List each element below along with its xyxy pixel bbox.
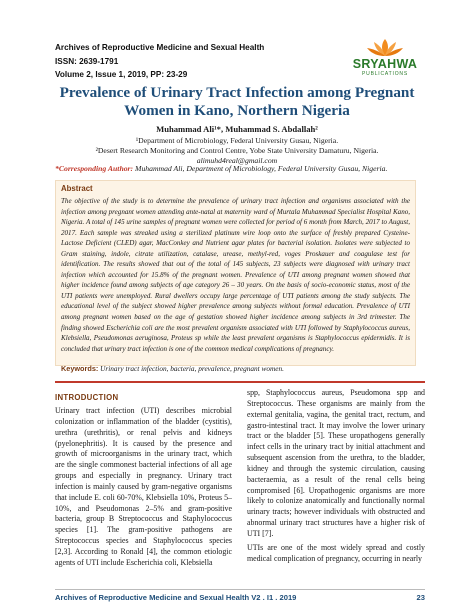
journal-name: Archives of Reproductive Medicine and Sexual Health xyxy=(55,43,265,52)
keywords-text: Urinary tract infection, bacteria, prevalence, pregnant women. xyxy=(98,364,285,373)
author-email[interactable]: alimuhd4real@gmail.com xyxy=(196,156,278,165)
introduction-heading: INTRODUCTION xyxy=(55,393,119,402)
intro-paragraph-1: Urinary tract infection (UTI) describes microbial colonization or inflammation of the bladder (cystitis), urethra (urethritis), or renal pelvis and kidneys (pyelonephritis). It is caused by the presence and growth of microorganisms in the urinary tract, which are the single commonest bacterial infections of all age groups and especially in pregnancy. Urinary tract infection is mainly caused by gram-negative organisms that include E. coli 60-70%, Klebsiella 10%, Proteus 5–10%, and Pseudomonas 2–5% and gram-positive bacteria, group B Streptococcus and Staphylococcus species [1]. The gram-positive pathogens are Streptococcus species and Staphylococcus species [2,3]. According to Ronald [4], the common etiologic agents of UTI include Escherichia coli, Klebsiella xyxy=(55,406,232,567)
issn: ISSN: 2639-1791 xyxy=(55,56,119,66)
publisher-logo xyxy=(346,38,424,82)
abstract-text: The objective of the study is to determine the prevalence of urinary tract infection and organisms associated with the infection among pregnant women attending ante-natal at maternity ward of Murtala Muhammad Specialist Hospital Kano, Nigeria. A total of 145 urine samples of pregnant women were collected for period of 6 month from March, 2017 to August, 2017. Each sample was streaked using a sterilized platinum wire loop onto the surface of freshly prepared Cysteine-Lactose Deficient (CLED) agar, MacConkey and Nutrient agar plates for bacterial isolation. Isolates were subjected to Gram staining, indole, citrate utilization, catalase, urease, methyl-red, voges Proskauer and coagulase test for identification. The results showed that out of the total of 145 subjects, 23 subjects were diagnosed with urinary tract infection which accounted for 15.8% of the pregnant women. Prevalence of UTI among pregnant women showed that higher incidence found among subjects of age category 26 – 30 years. On the basis of socio-economic status, most of the UTI patients were unemployed. Rural dwellers occupy large percentage of UTI patients among the study subjects. The educational level of the subject showed higher prevalence among subjects without formal education. Prevalence of UTI among pregnant women based on the age of gestation showed higher incidence among subjects in 3rd trimester. The finding showed Escherichia coli are the most prevalent organism associated with UTI followed by Staphylococcus aureus, Klebsiella, Pseudomonas aeruginosa, Proteus sp while the least prevalent organisms is Staphylococcus epidermidis. It is concluded that urinary tract infection is one of the common medical complications of pregnancy. xyxy=(61,197,410,353)
logo-subtitle: PUBLICATIONS xyxy=(362,71,408,77)
logo-wordmark: SRYAHWA xyxy=(352,57,418,71)
corresponding-text: Muhammad Ali, Department of Microbiology, Federal University Gusau, Nigeria. xyxy=(133,164,388,173)
article-title: Prevalence of Urinary Tract Infection among Pregnant Women in Kano, Northern Nigeria xyxy=(59,84,415,119)
keywords xyxy=(61,364,410,373)
intro-paragraph-2: spp, Staphylococcus aureus, Pseudomona spp and Streptococcus. These organisms are mainly from the external genitalia, vagina, the genital tract, rectum, and gastro-intestinal tract. It may involve the lower urinary tract or the bladder [5]. These uropathogens generally infect cells in the urinary tract by initial attachment and subsequent ascension from the urethra, to the bladder, kidney and through the systemic circulation, causing bacteraemia, as a result of the renal cells being compromised [6]. Uropathogenic organisms are more likely to colonize anatomically and functionally normal urinary tracts; however individuals with obstructed and abnormal urinary tract structures have a higher risk of UTI [7]. xyxy=(247,388,425,538)
footer-divider xyxy=(55,589,425,590)
corresponding-author xyxy=(55,164,425,173)
abstract-heading: Abstract xyxy=(61,184,93,193)
affiliation-1: ¹Department of Microbiology, Federal University Gusau, Nigeria. xyxy=(135,136,339,145)
lotus-icon xyxy=(346,38,424,58)
footer-journal: Archives of Reproductive Medicine and Sexual Health V2 . I1 . 2019 xyxy=(55,593,297,602)
page-number: 23 xyxy=(416,593,425,602)
corresponding-label: *Corresponding Author: xyxy=(55,164,134,173)
journal-header xyxy=(55,41,264,82)
introduction-right-column xyxy=(247,388,425,565)
volume-issue: Volume 2, Issue 1, 2019, PP: 23-29 xyxy=(55,70,188,80)
keywords-label: Keywords: xyxy=(61,364,99,373)
author-list: Muhammad Ali¹*, Muhammad S. Abdallah² xyxy=(156,124,318,134)
introduction-left-column xyxy=(55,406,232,569)
intro-paragraph-3: UTIs are one of the most widely spread and costly medical complication of pregnancy, occurring in nearly xyxy=(247,542,425,563)
section-divider xyxy=(55,381,425,383)
affiliation-2: ²Desert Research Monitoring and Control Centre, Yobe State University Damaturu, Nigeria. xyxy=(95,146,379,155)
